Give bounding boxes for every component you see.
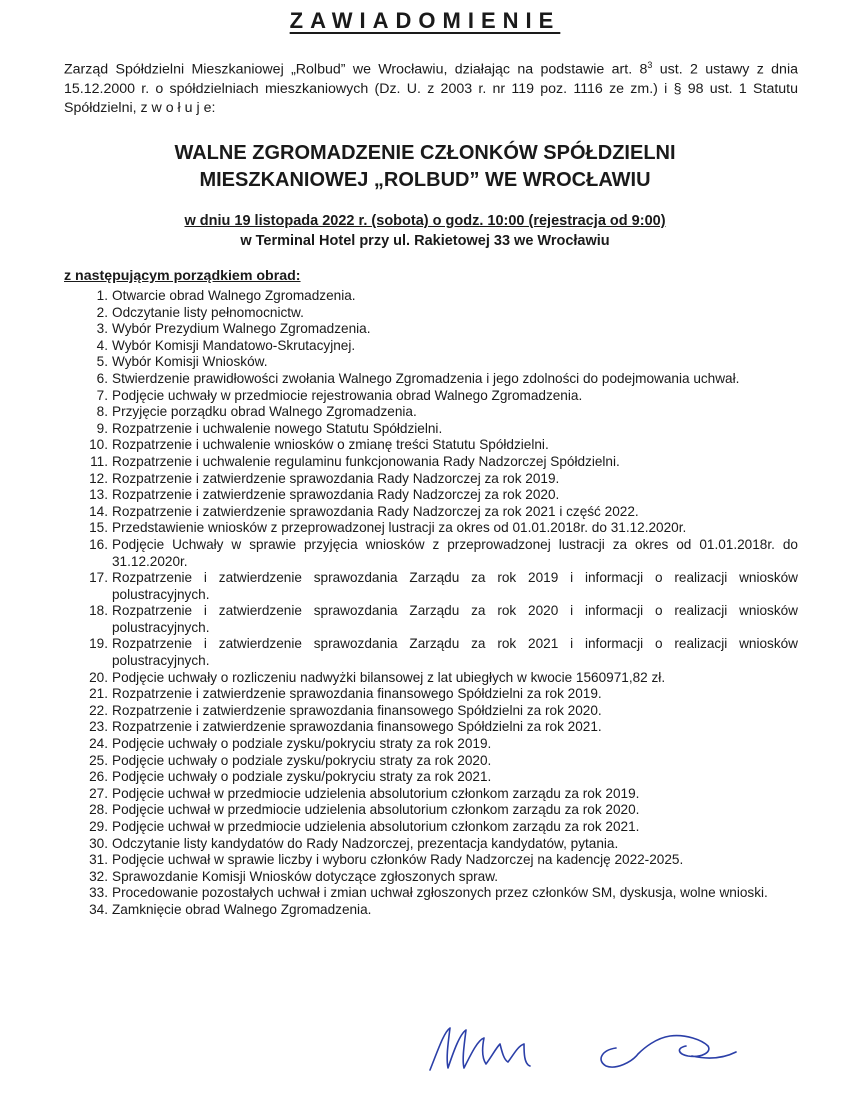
agenda-item xyxy=(64,388,798,405)
signatures xyxy=(420,1010,750,1090)
agenda-item-number: 16. xyxy=(89,536,108,552)
agenda-item xyxy=(64,753,798,770)
agenda-item-number: 25. xyxy=(89,752,108,768)
agenda-item-text: Otwarcie obrad Walnego Zgromadzenia. xyxy=(112,288,356,303)
agenda-item xyxy=(64,504,798,521)
agenda-item-text: Stwierdzenie prawidłowości zwołania Walnego Zgromadzenia i jego zdolności do podejmowania uchwał. xyxy=(112,370,740,386)
agenda-item-number: 2. xyxy=(96,304,108,320)
agenda-item-text: Rozpatrzenie i uchwalenie nowego Statutu Spółdzielni. xyxy=(112,420,443,436)
agenda-item xyxy=(64,670,798,687)
agenda-item xyxy=(64,636,798,669)
agenda-item xyxy=(64,852,798,869)
agenda-item-text: Przedstawienie wniosków z przeprowadzonej lustracji za okres od 01.01.2018r. do 31.12.2020r. xyxy=(112,520,687,536)
agenda-item-text: Przyjęcie porządku obrad Walnego Zgromadzenia. xyxy=(112,404,417,420)
agenda-item-number: 27. xyxy=(89,785,108,801)
agenda-item-number: 9. xyxy=(96,420,108,436)
agenda-item-number: 12. xyxy=(89,470,108,486)
agenda-item xyxy=(64,686,798,703)
agenda-item-text: Podjęcie uchwały o podziale zysku/pokryciu straty za rok 2019. xyxy=(112,736,492,752)
agenda-item xyxy=(64,836,798,853)
agenda-item-text: Wybór Komisji Wniosków. xyxy=(112,354,268,370)
agenda-item-number: 4. xyxy=(96,337,108,353)
agenda-item xyxy=(64,404,798,421)
agenda-item-text: Podjęcie Uchwały w sprawie przyjęcia wniosków z przeprowadzonej lustracji za okres od 01.01.2018r. do 31.12.2020r. xyxy=(112,536,798,569)
agenda-item-text: Procedowanie pozostałych uchwał i zmian uchwał zgłoszonych przez członków SM, dyskusja, wolne wnioski. xyxy=(112,885,768,901)
agenda-item-number: 24. xyxy=(89,736,108,752)
agenda-item-text: Podjęcie uchwał w sprawie liczby i wyboru członków Rady Nadzorczej na kadencję 2022-2025. xyxy=(112,852,684,868)
agenda-item-number: 10. xyxy=(89,437,108,453)
agenda-item-text: Rozpatrzenie i uchwalenie wniosków o zmianę treści Statutu Spółdzielni. xyxy=(112,437,549,453)
agenda-item-number: 21. xyxy=(89,686,108,702)
agenda-item-text: Rozpatrzenie i uchwalenie regulaminu funkcjonowania Rady Nadzorczej Spółdzielni. xyxy=(112,453,620,469)
agenda-item xyxy=(64,354,798,371)
assembly-heading-line-1: WALNE ZGROMADZENIE CZŁONKÓW SPÓŁDZIELNI xyxy=(174,142,676,164)
agenda-item-text: Odczytanie listy kandydatów do Rady Nadzorczej, prezentacja kandydatów, pytania. xyxy=(112,835,619,851)
agenda-item-text: Sprawozdanie Komisji Wniosków dotyczące zgłoszonych spraw. xyxy=(112,868,499,884)
agenda-item xyxy=(64,869,798,886)
meeting-venue: w Terminal Hotel przy ul. Rakietowej 33 we Wrocławiu xyxy=(240,233,610,249)
agenda-item-text: Rozpatrzenie i zatwierdzenie sprawozdania Rady Nadzorczej za rok 2019. xyxy=(112,470,560,486)
agenda-item xyxy=(64,786,798,803)
agenda-item xyxy=(64,321,798,338)
agenda-item xyxy=(64,471,798,488)
agenda-item xyxy=(64,537,798,570)
agenda-item-number: 32. xyxy=(89,868,108,884)
agenda-item-number: 15. xyxy=(89,520,108,536)
agenda-item-text: Podjęcie uchwały o podziale zysku/pokryciu straty za rok 2020. xyxy=(112,752,492,768)
agenda-item-number: 23. xyxy=(89,719,108,735)
assembly-heading xyxy=(0,140,850,194)
agenda-item-number: 3. xyxy=(96,321,108,337)
agenda-item-number: 33. xyxy=(89,885,108,901)
agenda-item-number: 18. xyxy=(89,603,108,619)
agenda-item-number: 26. xyxy=(89,769,108,785)
agenda-item xyxy=(64,703,798,720)
agenda-item-number: 30. xyxy=(89,835,108,851)
agenda-item-number: 14. xyxy=(89,503,108,519)
agenda-item-text: Rozpatrzenie i zatwierdzenie sprawozdania Rady Nadzorczej za rok 2021 i część 2022. xyxy=(112,503,639,519)
agenda-item xyxy=(64,603,798,636)
agenda-item-text: Zamknięcie obrad Walnego Zgromadzenia. xyxy=(112,901,372,917)
agenda-item xyxy=(64,802,798,819)
agenda-item-number: 29. xyxy=(89,819,108,834)
agenda-item-text: Wybór Prezydium Walnego Zgromadzenia. xyxy=(112,321,371,337)
agenda-item-number: 22. xyxy=(89,702,108,718)
agenda-item xyxy=(64,454,798,471)
agenda-item-number: 11. xyxy=(90,453,108,469)
agenda-item xyxy=(64,487,798,504)
agenda-heading: z następującym porządkiem obrad: xyxy=(64,268,301,284)
meeting-date: w dniu 19 listopada 2022 r. (sobota) o godz. 10:00 (rejestracja od 9:00) xyxy=(184,213,666,229)
agenda-item-number: 8. xyxy=(96,404,108,420)
agenda-item-text: Wybór Komisji Mandatowo-Skrutacyjnej. xyxy=(112,337,356,353)
agenda-item xyxy=(64,371,798,388)
agenda-item-text: Rozpatrzenie i zatwierdzenie sprawozdania Zarządu za rok 2020 i informacji o realizacji wniosków polustracyjnych. xyxy=(112,603,798,635)
agenda-item xyxy=(64,570,798,603)
agenda-item-text: Rozpatrzenie i zatwierdzenie sprawozdania finansowego Spółdzielni za rok 2019. xyxy=(112,686,602,702)
agenda-item-text: Rozpatrzenie i zatwierdzenie sprawozdania Zarządu za rok 2021 i informacji o realizacji wniosków polustracyjnych. xyxy=(112,636,798,669)
agenda-item-text: Rozpatrzenie i zatwierdzenie sprawozdania Rady Nadzorczej za rok 2020. xyxy=(112,487,560,503)
agenda-item-text: Rozpatrzenie i zatwierdzenie sprawozdania Zarządu za rok 2019 i informacji o realizacji wniosków polustracyjnych. xyxy=(112,570,798,602)
assembly-heading-line-2: MIESZKANIOWEJ „ROLBUD” WE WROCŁAWIU xyxy=(199,169,651,191)
agenda-item xyxy=(64,520,798,537)
agenda-item-number: 34. xyxy=(89,901,108,917)
signature-1 xyxy=(430,1028,530,1070)
agenda-item xyxy=(64,885,798,902)
agenda-item-number: 5. xyxy=(96,354,108,370)
agenda-item xyxy=(64,421,798,438)
agenda-item-text: Podjęcie uchwały o podziale zysku/pokryciu straty za rok 2021. xyxy=(112,769,492,785)
agenda-item-number: 7. xyxy=(96,387,108,403)
agenda-item-text: Podjęcie uchwał w przedmiocie udzielenia absolutorium członkom zarządu za rok 2020. xyxy=(112,802,640,818)
agenda-item xyxy=(64,736,798,753)
agenda-item xyxy=(64,719,798,736)
agenda-item-number: 17. xyxy=(89,570,108,586)
agenda-item xyxy=(64,902,798,919)
agenda-item-text: Rozpatrzenie i zatwierdzenie sprawozdania finansowego Spółdzielni za rok 2020. xyxy=(112,702,602,718)
agenda-item xyxy=(64,769,798,786)
agenda-item-text: Podjęcie uchwały w przedmiocie rejestrowania obrad Walnego Zgromadzenia. xyxy=(112,387,583,403)
agenda-item-text: Odczytanie listy pełnomocnictw. xyxy=(112,304,304,320)
agenda-item-number: 20. xyxy=(89,669,108,685)
document-title: ZAWIADOMIENIE xyxy=(289,8,561,33)
agenda-item-number: 28. xyxy=(89,802,108,818)
agenda-item-text: Rozpatrzenie i zatwierdzenie sprawozdania finansowego Spółdzielni za rok 2021. xyxy=(112,719,602,735)
agenda-item-number: 6. xyxy=(96,370,108,386)
agenda-item xyxy=(64,305,798,322)
signature-2 xyxy=(601,1036,736,1067)
agenda-item xyxy=(64,288,798,305)
agenda-item-number: 1. xyxy=(96,288,108,303)
agenda-item-text: Podjęcie uchwały o rozliczeniu nadwyżki bilansowej z lat ubiegłych w kwocie 1560971,82 zł. xyxy=(112,669,666,685)
agenda-item-number: 19. xyxy=(89,636,108,652)
agenda-item-number: 13. xyxy=(89,487,108,503)
agenda-list xyxy=(64,288,798,919)
agenda-item-number: 31. xyxy=(89,852,108,868)
agenda-item-text: Podjęcie uchwał w przedmiocie udzielenia absolutorium członkom zarządu za rok 2021. xyxy=(112,819,640,834)
agenda-item xyxy=(64,338,798,355)
agenda-item xyxy=(64,819,798,836)
agenda-item-text: Podjęcie uchwał w przedmiocie udzielenia absolutorium członkom zarządu za rok 2019. xyxy=(112,785,640,801)
meeting-details xyxy=(0,211,850,251)
intro-paragraph: Zarząd Spółdzielni Mieszkaniowej „Rolbud” we Wrocławiu, działając na podstawie art. $8^3$ ust. 2 ustawy z dnia 15.12.2000 r. o spółdzielniach mieszkaniowych (Dz. U. z 2003 r. nr 119 poz. 1116 ze zm.) i § 98 ust. 1 Statutu Spółdzielni, z w o ł u j e: xyxy=(64,60,798,116)
agenda-item xyxy=(64,437,798,454)
